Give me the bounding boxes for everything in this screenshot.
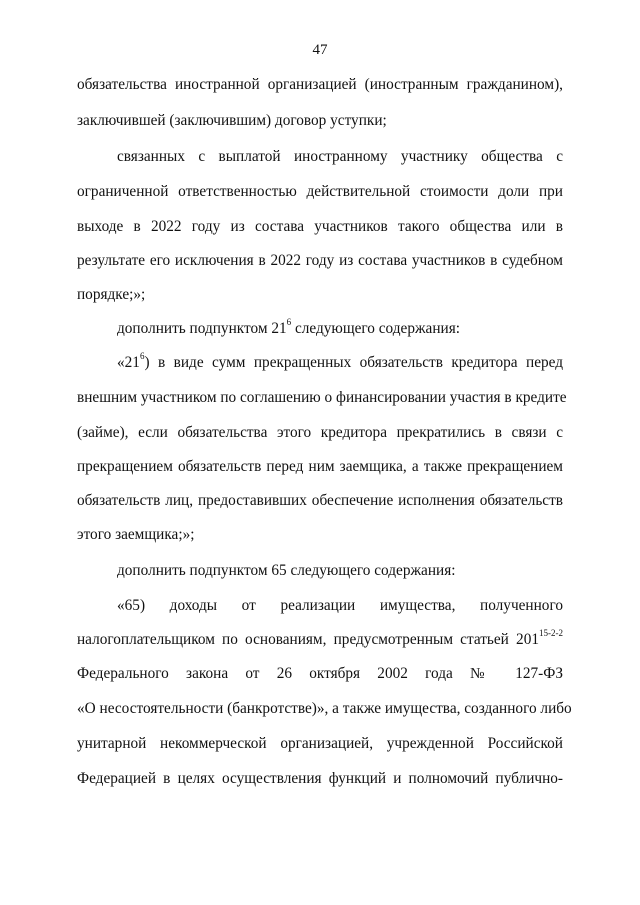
text-line: прекращением обязательств перед ним заемщика, а также прекращением — [77, 458, 563, 475]
superscript: 6 — [286, 316, 292, 327]
text-line: результате его исключения в 2022 году из состава участников в судебном — [77, 252, 563, 269]
text-line: связанных с выплатой иностранному участнику общества с — [117, 148, 563, 165]
page-number: 47 — [312, 42, 328, 58]
superscript: 15-2-2 — [539, 627, 563, 638]
text-line: обязательств лиц, предоставивших обеспечение исполнения обязательств — [77, 492, 563, 509]
text-line: дополнить подпунктом $21^6$ следующего содержания: — [117, 316, 460, 337]
text-line: «О несостоятельности (банкротстве)», а также имущества, созданного либо — [77, 700, 572, 717]
text-line: ограниченной ответственностью действительной стоимости доли при — [77, 183, 563, 200]
text-line: (займе), если обязательства этого кредитора прекратились в связи с — [77, 424, 563, 441]
text-line: заключившей (заключившим) договор уступки; — [77, 112, 387, 129]
text-line: налогоплательщиком по основаниям, предусмотренным статьей 201$^{15-2-2}$ — [77, 627, 563, 648]
superscript: 6 — [139, 350, 145, 361]
text-line: «65) доходы от реализации имущества, полученного — [117, 597, 563, 614]
text-line: порядке;»; — [77, 286, 146, 303]
text-line: «$21^6$) в виде сумм прекращенных обязательств кредитора перед — [117, 350, 563, 371]
text-line: дополнить подпунктом 65 следующего содержания: — [117, 562, 456, 579]
text-line: внешним участником по соглашению о финансировании участия в кредите — [77, 389, 567, 406]
text-line: унитарной некоммерческой организацией, учрежденной Российской — [77, 735, 563, 752]
text-line: обязательства иностранной организацией (иностранным гражданином), — [77, 76, 563, 93]
text-line: Федерацией в целях осуществления функций и полномочий публично- — [77, 770, 563, 787]
text-line: Федерального закона от 26 октября 2002 года № 127-ФЗ — [77, 665, 563, 682]
text-line: этого заемщика;»; — [77, 526, 195, 543]
text-line: выходе в 2022 году из состава участников такого общества или в — [77, 218, 563, 235]
